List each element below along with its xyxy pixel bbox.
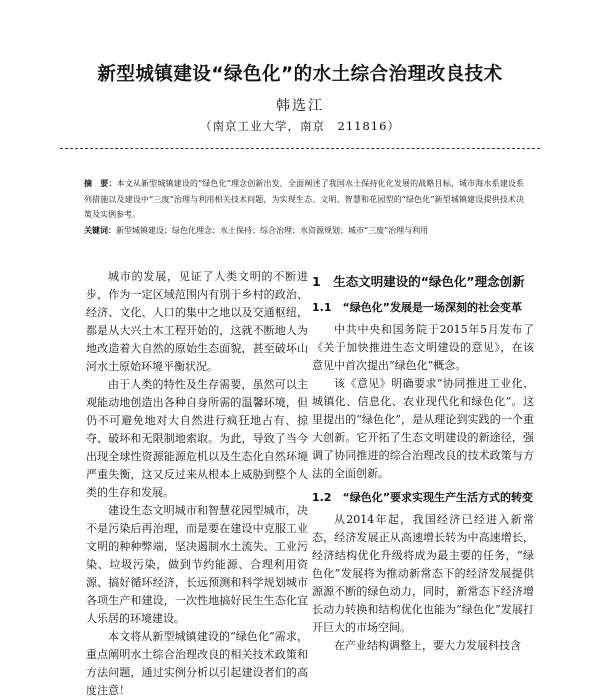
abstract-label: 摘 要： xyxy=(84,179,117,188)
body-paragraph: 本文将从新型城镇建设的“绿色化”需求，重点阐明水土综合治理改良的相关技术政策和方法问题，通过实例分析以引起建设者们的高度注意！ xyxy=(86,630,308,697)
body-paragraph: 城市的发展，见证了人类文明的不断进步，作为一定区域范围内有別于乡村的政治、经济、文化、人口的集中之地以及交通枢纽，都是从大兴土木工程开始的，这就不断地人为地改造着大自然的原始生态面貌，甚至破坏山河水土原始环境平衡状况。 xyxy=(86,270,308,373)
section-1-1-heading: 1.1 “绿色化”发展是一场深刻的社会变革 xyxy=(312,301,522,314)
body-paragraph: 建设生态文明城市和智慧花园型城市，决不是污染后再治理，而是要在建设中克服工业文明的种种弊端，坚决遏制水土流失、工业污染、垃圾污染，做到节约能源、合理利用资源、搞好循环经济，长远预测和科学规划城市各项生产和建设，一次性地搞好民生生态化宜人乐居的环境建设。 xyxy=(86,504,308,625)
keywords-paragraph xyxy=(84,223,524,239)
body-paragraph: 该《意见》明确要求“协同推进工业化、城镇化、信息化、农业现代化和绿色化”。这里提出的“绿色化”，是从理论到实践的一个重大创新。它开拓了生态文明建设的新途径，强调了协同推进的综合治理改良的技术政策与方法的全面创新。 xyxy=(312,377,534,480)
header-divider xyxy=(60,148,540,149)
left-column xyxy=(86,268,308,700)
keywords-text: 新型城镇建设；绿色化理念；水土保持；综合治理；水资源规划；城市“三废”治理与利用 xyxy=(116,225,429,235)
keywords-label: 关键词： xyxy=(84,225,116,235)
abstract-text: 本文从新型城镇建设的“绿色化”理念创新出发，全面阐述了我国水土保持化化发展的战略目标、城市海水系建设系列措施以及建设中“三废”治理与利用相关技术问题，为实现生态、文明、智慧和花园型的“绿色化”新型城镇建设提供技术决策及实例参考。 xyxy=(84,179,525,219)
author-name: 韩选江 xyxy=(276,98,324,114)
body-paragraph: 中共中央和国务院于2015年5月发布了《关于加快推进生态文明建设的意见》，在该意见中首次提出“绿色化”概念。 xyxy=(312,323,534,372)
paper-title: 新型城镇建设“绿色化”的水土综合治理改良技术 xyxy=(97,64,503,85)
abstract-block xyxy=(84,176,524,238)
section-1-heading: 1 生态文明建设的“绿色化”理念创新 xyxy=(312,274,525,289)
right-column xyxy=(312,268,534,655)
section-1-2-heading: 1.2 “绿色化”要求实现生产生活方式的转变 xyxy=(312,491,533,504)
body-paragraph: 由于人类的特性及生存需要，虽然可以主观能动地创造出各种自身所需的温馨环境，但仍不可避免地对大自然进行疯狂地占有、掠夺、破坏和无限制地索取。为此，导致了当今出现全球性资源能源危机以及生态化自然环境严重失衡，这又反过来从根本上威胁到整个人类的生存和发展。 xyxy=(86,378,308,499)
body-paragraph: 在产业结构调整上，要大力发展科技含 xyxy=(334,639,521,652)
abstract-paragraph xyxy=(84,176,524,223)
body-paragraph: 从2014年起，我国经济已经进入新常态，经济发展正从高速增长转为中高速增长，经济结构优化升级将成为最主要的任务，“绿色化”发展将为推动新常态下的经济发展提供源源不断的绿色动力，同时，新常态下经济增长动力转换和结构优化也能为“绿色化”发展打开巨大的市场空间。 xyxy=(312,513,534,634)
author-affiliation: （南京工业大学，南京 211816） xyxy=(200,119,400,133)
